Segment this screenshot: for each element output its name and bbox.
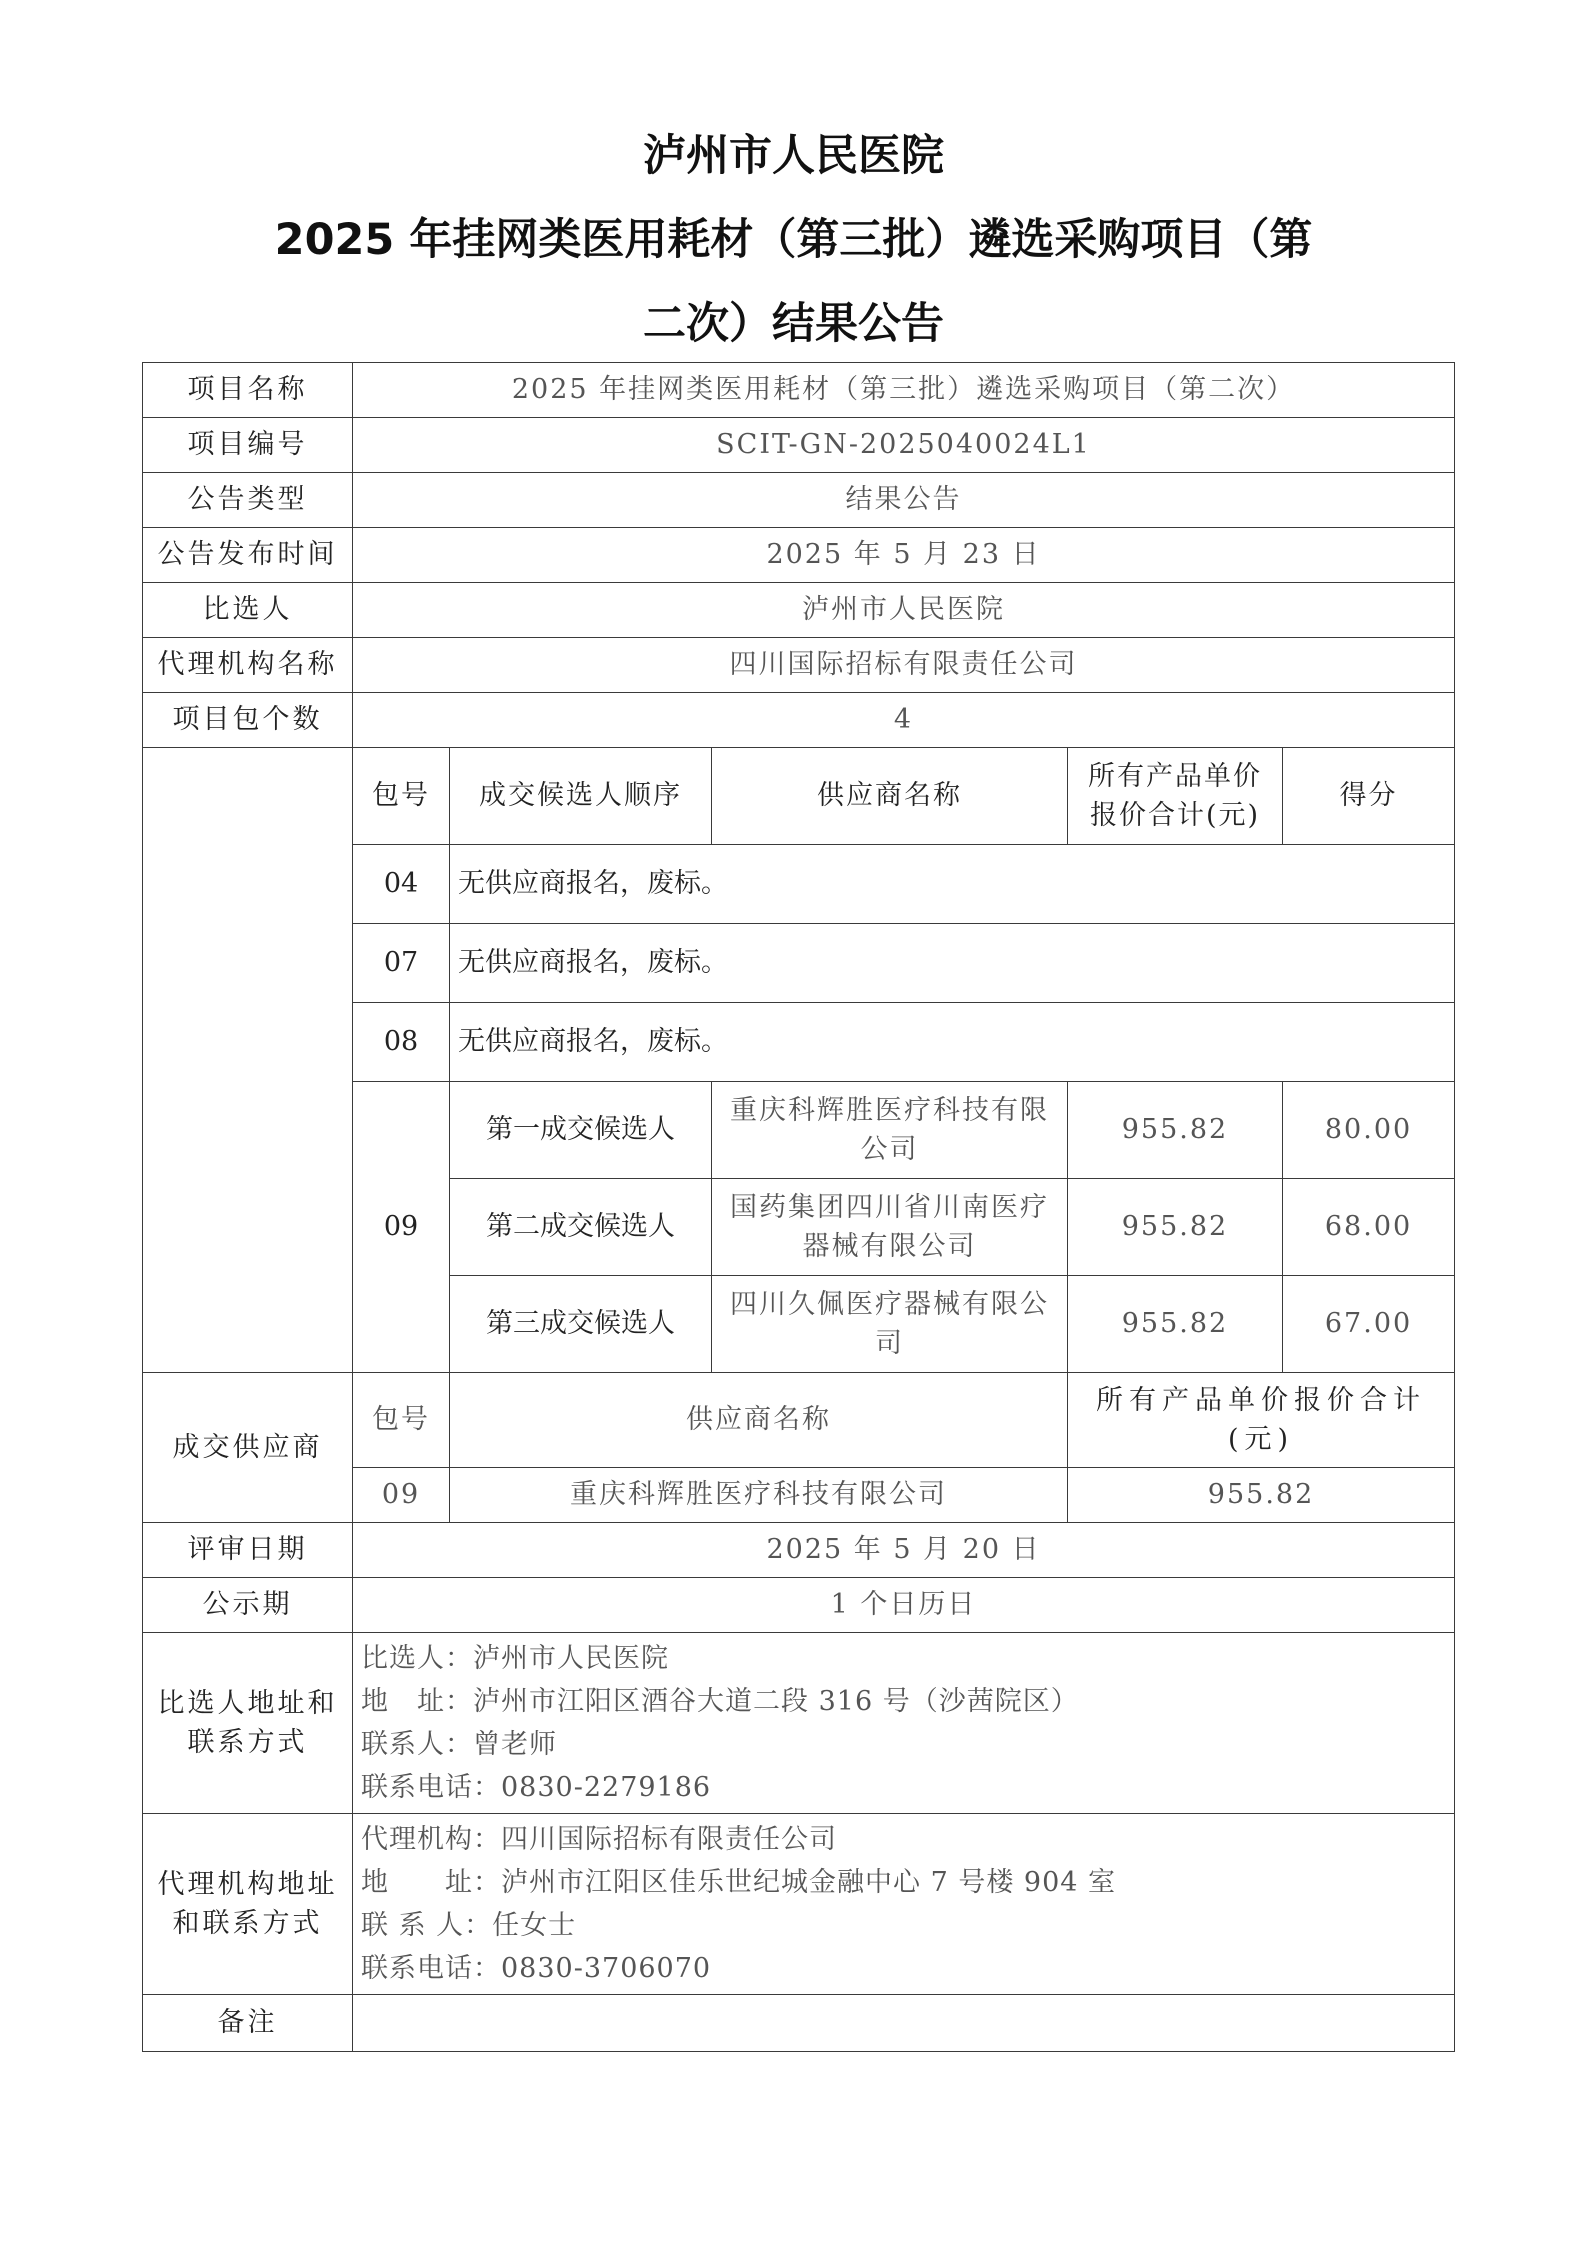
agency-contact-line: 联 系 人：任女士 <box>361 1910 577 1941</box>
winner-header-price: 所有产品单价报价合计(元) <box>1068 1373 1455 1468</box>
selector-contact-line: 比选人：泸州市人民医院 <box>361 1643 669 1674</box>
agency-contact-line: 代理机构：四川国际招标有限责任公司 <box>361 1824 837 1855</box>
row-package-count <box>143 693 1455 748</box>
winner-label: 成交供应商 <box>143 1373 353 1523</box>
agency-value: 四川国际招标有限责任公司 <box>353 638 1455 693</box>
selector-contact-line: 地 址：泸州市江阳区酒谷大道二段 316 号（沙茜院区） <box>361 1686 1079 1717</box>
notice-type-label: 公告类型 <box>143 473 353 528</box>
winner-header-supplier: 供应商名称 <box>450 1373 1068 1468</box>
results-header-pkg: 包号 <box>353 748 450 845</box>
review-date-value: 2025 年 5 月 20 日 <box>353 1523 1455 1578</box>
package-count-label: 项目包个数 <box>143 693 353 748</box>
results-header-price: 所有产品单价报价合计(元) <box>1068 748 1283 845</box>
candidate-supplier: 重庆科辉胜医疗科技有限公司 <box>712 1082 1068 1179</box>
selector-contact-line: 联系人：曾老师 <box>361 1729 557 1760</box>
title-line-2: 2025 年挂网类医用耗材（第三批）遴选采购项目（第 <box>274 215 1313 265</box>
publish-time-value: 2025 年 5 月 23 日 <box>353 528 1455 583</box>
project-name-label: 项目名称 <box>143 363 353 418</box>
results-header-score: 得分 <box>1283 748 1455 845</box>
void-row-pkg: 07 <box>353 924 450 1003</box>
selector-value: 泸州市人民医院 <box>353 583 1455 638</box>
winner-header-row <box>143 1373 1455 1468</box>
row-publicity <box>143 1578 1455 1633</box>
candidate-price: 955.82 <box>1068 1276 1283 1373</box>
publish-time-label: 公告发布时间 <box>143 528 353 583</box>
void-row-text: 无供应商报名，废标。 <box>450 845 1455 924</box>
winner-header-pkg: 包号 <box>353 1373 450 1468</box>
results-empty-label-cell <box>143 748 353 1373</box>
selector-label: 比选人 <box>143 583 353 638</box>
result-table <box>142 362 1455 2052</box>
candidate-price: 955.82 <box>1068 1179 1283 1276</box>
candidate-supplier: 四川久佩医疗器械有限公司 <box>712 1276 1068 1373</box>
void-row-pkg: 08 <box>353 1003 450 1082</box>
results-header-supplier: 供应商名称 <box>712 748 1068 845</box>
review-date-label: 评审日期 <box>143 1523 353 1578</box>
row-remarks <box>143 1995 1455 2052</box>
candidate-score: 67.00 <box>1283 1276 1455 1373</box>
agency-contact-line: 联系电话：0830-3706070 <box>361 1953 712 1984</box>
results-header-order: 成交候选人顺序 <box>450 748 712 845</box>
row-project-no <box>143 418 1455 473</box>
selector-contact-line: 联系电话：0830-2279186 <box>361 1772 712 1803</box>
winner-supplier: 重庆科辉胜医疗科技有限公司 <box>450 1468 1068 1523</box>
candidate-price: 955.82 <box>1068 1082 1283 1179</box>
project-no-label: 项目编号 <box>143 418 353 473</box>
agency-contact-line: 地 址：泸州市江阳区佳乐世纪城金融中心 7 号楼 904 室 <box>361 1867 1117 1898</box>
row-review-date <box>143 1523 1455 1578</box>
candidate-order: 第一成交候选人 <box>450 1082 712 1179</box>
void-row-text: 无供应商报名，废标。 <box>450 1003 1455 1082</box>
agency-contact-label-line2: 和联系方式 <box>172 1908 323 1939</box>
candidate-supplier: 国药集团四川省川南医疗器械有限公司 <box>712 1179 1068 1276</box>
void-row-pkg: 04 <box>353 845 450 924</box>
results-header-row <box>143 748 1455 845</box>
winner-pkg: 09 <box>353 1468 450 1523</box>
project-name-value: 2025 年挂网类医用耗材（第三批）遴选采购项目（第二次） <box>353 363 1455 418</box>
row-publish-time <box>143 528 1455 583</box>
remarks-label: 备注 <box>143 1995 353 2052</box>
selector-contact-info <box>353 1633 1455 1814</box>
pkg09-number: 09 <box>353 1082 450 1373</box>
row-selector <box>143 583 1455 638</box>
candidate-score: 68.00 <box>1283 1179 1455 1276</box>
agency-contact-info <box>353 1814 1455 1995</box>
agency-contact-label <box>143 1814 353 1995</box>
notice-type-value: 结果公告 <box>353 473 1455 528</box>
row-agency-contact <box>143 1814 1455 1995</box>
row-notice-type <box>143 473 1455 528</box>
project-no-value: SCIT-GN-2025040024L1 <box>353 418 1455 473</box>
title-line-3: 二次）结果公告 <box>643 299 944 349</box>
void-row-text: 无供应商报名，废标。 <box>450 924 1455 1003</box>
package-count-value: 4 <box>353 693 1455 748</box>
row-agency <box>143 638 1455 693</box>
selector-contact-label <box>143 1633 353 1814</box>
row-selector-contact <box>143 1633 1455 1814</box>
winner-price: 955.82 <box>1068 1468 1455 1523</box>
candidate-score: 80.00 <box>1283 1082 1455 1179</box>
candidate-order: 第三成交候选人 <box>450 1276 712 1373</box>
agency-contact-label-line1: 代理机构地址 <box>157 1868 338 1900</box>
candidate-order: 第二成交候选人 <box>450 1179 712 1276</box>
row-project-name <box>143 363 1455 418</box>
remarks-value <box>353 1995 1455 2052</box>
publicity-label: 公示期 <box>143 1578 353 1633</box>
agency-label: 代理机构名称 <box>143 638 353 693</box>
selector-contact-label-line1: 比选人地址和 <box>157 1687 338 1719</box>
selector-contact-label-line2: 联系方式 <box>187 1727 308 1758</box>
publicity-value: 1 个日历日 <box>353 1578 1455 1633</box>
title-line-1: 泸州市人民医院 <box>643 131 944 181</box>
